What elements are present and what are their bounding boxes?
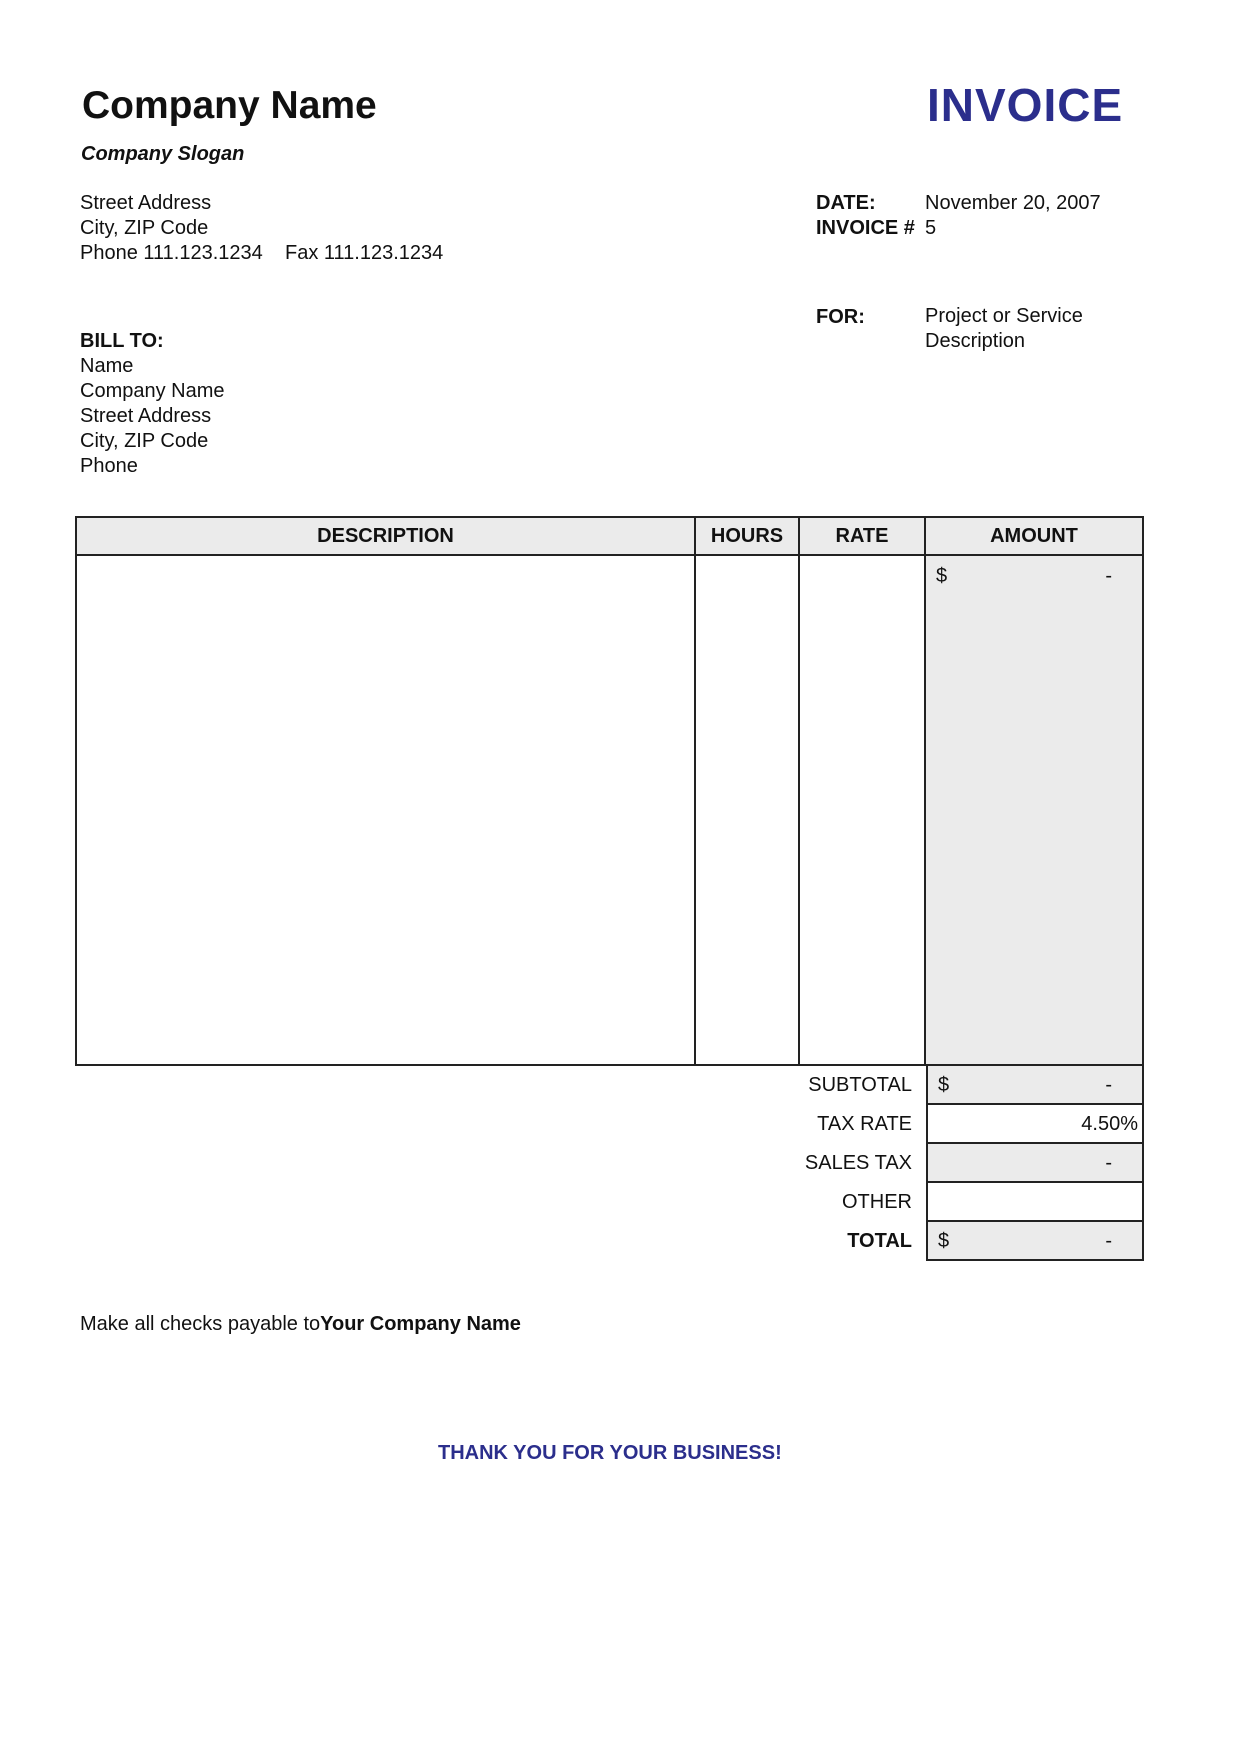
other-label: OTHER — [842, 1191, 912, 1213]
bill-to-company: Company Name — [80, 380, 225, 402]
invoice-number-value: 5 — [925, 217, 937, 239]
invoice-number-label: INVOICE # — [816, 217, 915, 239]
hours-header: HOURS — [696, 518, 798, 556]
bill-to-phone: Phone — [80, 455, 138, 477]
bill-to-city-zip: City, ZIP Code — [80, 430, 209, 452]
sales-tax-label: SALES TAX — [804, 1152, 912, 1174]
other-box — [926, 1183, 1144, 1222]
date-label: DATE: — [816, 192, 876, 214]
for-line-2: Description — [925, 330, 1026, 352]
amount-column — [924, 518, 1142, 1064]
city-zip: City, ZIP Code — [80, 217, 209, 239]
company-address — [80, 191, 443, 266]
total-currency: $ — [938, 1230, 950, 1252]
bill-to-name: Name — [80, 355, 134, 377]
company-name: Company Name — [82, 84, 377, 127]
subtotal-box — [926, 1066, 1144, 1105]
total-label: TOTAL — [847, 1230, 912, 1252]
checks-text: Make all checks payable to — [80, 1313, 321, 1335]
sales-tax-value: - — [1105, 1152, 1112, 1174]
thank-you-message: THANK YOU FOR YOUR BUSINESS! — [438, 1442, 782, 1464]
company-slogan: Company Slogan — [81, 143, 245, 165]
rate-header: RATE — [800, 518, 924, 556]
tax-rate-value: 4.50% — [1081, 1113, 1138, 1135]
description-header: DESCRIPTION — [77, 518, 694, 556]
hours-column — [694, 518, 798, 1064]
bill-to-block — [80, 329, 225, 479]
total-box — [926, 1222, 1144, 1261]
invoice-title: INVOICE — [927, 79, 1124, 131]
row-currency: $ — [936, 565, 948, 587]
subtotal-value: - — [1105, 1074, 1112, 1096]
fax: Fax 111.123.1234 — [285, 242, 444, 264]
tax-rate-box — [926, 1105, 1144, 1144]
total-value: - — [1105, 1230, 1112, 1252]
bill-to-street: Street Address — [80, 405, 212, 427]
phone-fax-line — [80, 241, 443, 266]
checks-company: Your Company Name — [320, 1313, 521, 1335]
for-line-1: Project or Service — [925, 305, 1083, 327]
for-label: FOR: — [816, 306, 865, 328]
phone: Phone 111.123.1234 — [80, 242, 263, 264]
description-column — [77, 518, 694, 1064]
bill-to-label: BILL TO: — [80, 330, 164, 352]
street-address: Street Address — [80, 192, 212, 214]
checks-payable-line — [80, 1313, 521, 1336]
sales-tax-box — [926, 1144, 1144, 1183]
amount-header: AMOUNT — [926, 518, 1142, 556]
row-amount: - — [1105, 565, 1112, 587]
rate-column — [798, 518, 924, 1064]
subtotal-label: SUBTOTAL — [808, 1074, 912, 1096]
date-value: November 20, 2007 — [925, 192, 1101, 214]
tax-rate-label: TAX RATE — [817, 1113, 912, 1135]
subtotal-currency: $ — [938, 1074, 950, 1096]
amount-body — [926, 556, 1142, 1064]
for-description — [925, 304, 1083, 354]
line-items-table — [75, 516, 1144, 1066]
